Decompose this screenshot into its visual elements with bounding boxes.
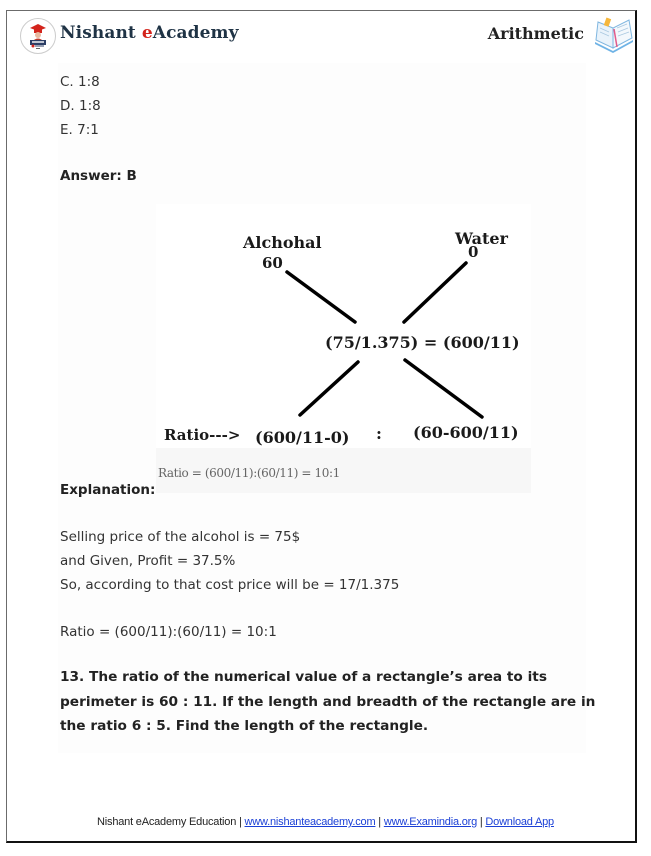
option-d: D. 1:8 xyxy=(60,98,101,114)
option-c: C. 1:8 xyxy=(60,74,100,90)
explanation-line: So, according to that cost price will be = 17/1.375 xyxy=(60,577,400,593)
graduate-logo-icon xyxy=(21,19,55,53)
question-13: 13. The ratio of the numerical value of a rectangle’s area to its perimeter is 60 : 11. If the length and breadth of the rectangle are in the ratio 6 : 5. Find the length of the rectangle. xyxy=(60,669,596,734)
diagram-ratio-label: Ratio---> xyxy=(164,426,241,444)
diagram-left-label: Alchohal xyxy=(243,233,322,252)
diagram-right-value: 0 xyxy=(468,243,479,261)
explanation-heading: Explanation: xyxy=(60,482,156,498)
option-e: E. 7:1 xyxy=(60,122,99,138)
footer-separator: | xyxy=(477,816,486,828)
diagram-right-label: Water xyxy=(455,229,508,248)
explanation-line: Selling price of the alcohol is = 75$ xyxy=(60,529,301,545)
brand-name xyxy=(60,23,239,43)
open-book-icon xyxy=(593,16,635,54)
page-footer xyxy=(0,816,651,828)
diagram-ratio-right: (60-600/11) xyxy=(413,423,519,442)
academy-logo xyxy=(20,18,56,54)
brand-prefix: Nishant xyxy=(60,23,142,43)
brand-suffix: Academy xyxy=(152,23,239,43)
subject-title: Arithmetic xyxy=(487,24,584,43)
diagram-ratio-left: (600/11-0) xyxy=(255,428,350,447)
footer-link-nishanteacademy[interactable]: www.nishanteacademy.com xyxy=(244,816,376,828)
page-header xyxy=(18,16,638,56)
footer-link-download-app[interactable]: Download App xyxy=(485,816,554,828)
diagram-caption: Ratio = (600/11):(60/11) = 10:1 xyxy=(158,466,340,480)
explanation-ratio: Ratio = (600/11):(60/11) = 10:1 xyxy=(60,624,277,640)
footer-org: Nishant eAcademy Education xyxy=(97,816,237,828)
diagram-ratio-separator: : xyxy=(376,424,382,443)
footer-link-examindia[interactable]: www.Examindia.org xyxy=(383,816,478,828)
explanation-line: and Given, Profit = 37.5% xyxy=(60,553,236,569)
footer-separator: | xyxy=(375,816,384,828)
diagram-left-value: 60 xyxy=(262,254,283,272)
diagram-center-value: (75/1.375) = (600/11) xyxy=(325,333,520,352)
footer-separator: | xyxy=(236,816,245,828)
brand-accent-letter: e xyxy=(141,23,153,43)
answer-label: Answer: B xyxy=(60,168,137,184)
